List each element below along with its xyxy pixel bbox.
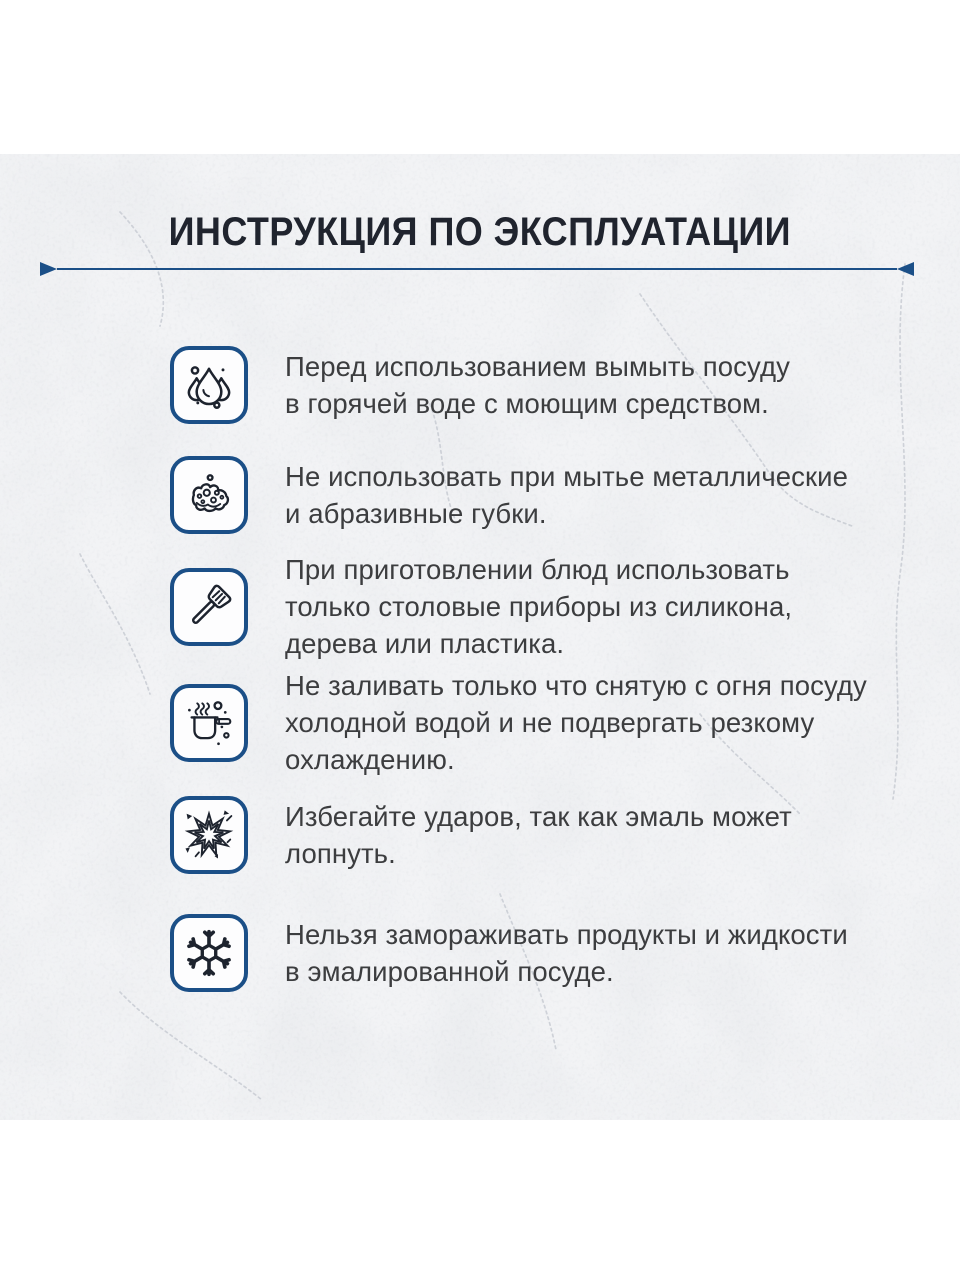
sponge-icon xyxy=(170,456,248,534)
instruction-item-no-cold-water xyxy=(170,667,867,778)
instruction-text: Нельзя замораживать продукты и жидкости в эмалированной посуде. xyxy=(285,919,848,987)
instruction-item-impact xyxy=(170,796,792,874)
impact-burst-icon xyxy=(170,796,248,874)
pot-steam-icon xyxy=(170,684,248,762)
instruction-text: Перед использованием вымыть посуду в горячей воде с моющим средством. xyxy=(285,351,790,419)
instruction-item-wash xyxy=(170,346,790,424)
instruction-item-sponge xyxy=(170,456,848,534)
instruction-text: Избегайте ударов, так как эмаль может лопнуть. xyxy=(285,801,792,869)
instruction-text: Не использовать при мытье металлические и абразивные губки. xyxy=(285,461,849,529)
instruction-item-freeze xyxy=(170,914,848,992)
instruction-text: Не заливать только что снятую с огня посуду холодной водой и не подвергать резкому охлаждению. xyxy=(285,670,867,775)
instruction-text: При приготовлении блюд использовать только столовые приборы из силикона, дерева или пластика. xyxy=(285,554,793,659)
divider-right-arrow-icon xyxy=(897,262,914,276)
spatula-icon xyxy=(170,568,248,646)
water-drops-icon xyxy=(170,346,248,424)
divider-rule xyxy=(57,268,897,271)
instruction-item-utensils xyxy=(170,551,792,662)
title-divider xyxy=(40,261,914,277)
snowflake-icon xyxy=(170,914,248,992)
divider-left-arrow-icon xyxy=(40,262,57,276)
page-title: ИНСТРУКЦИЯ ПО ЭКСПЛУАТАЦИИ xyxy=(168,210,792,254)
